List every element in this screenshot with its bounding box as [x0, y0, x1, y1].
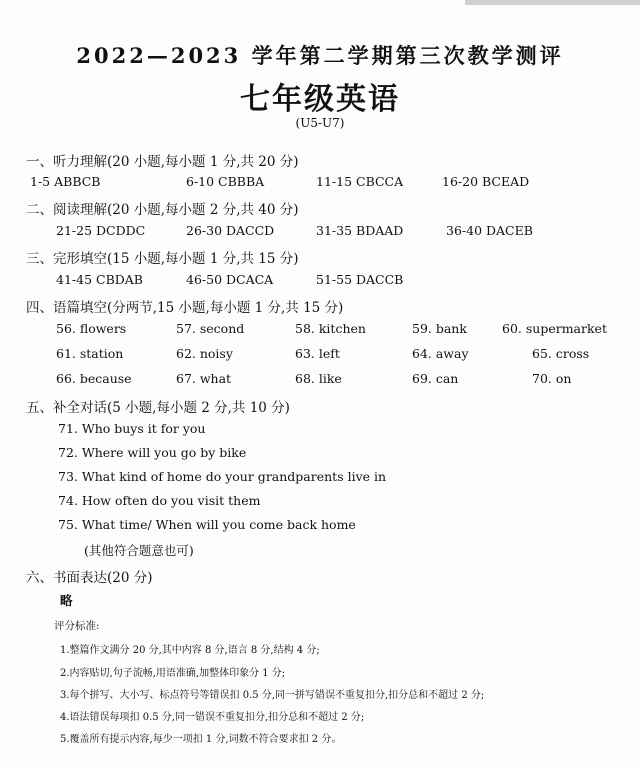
answer-group: 21-25 DCDDC: [56, 223, 146, 238]
answer-group: 6-10 CBBBA: [186, 174, 265, 189]
units-label: (U5-U7): [295, 116, 345, 130]
answer-group: 41-45 CBDAB: [56, 272, 143, 287]
criteria-title: 评分标准:: [54, 620, 100, 632]
section-heading-writing: 六、书面表达(20 分): [26, 570, 153, 586]
section-heading-dialogue: 五、补全对话(5 小题,每小题 2 分,共 10 分): [26, 400, 290, 416]
answer-group: 16-20 BCEAD: [442, 174, 530, 189]
answer-item: 67. what: [176, 371, 232, 386]
answer-group: 51-55 DACCB: [316, 272, 404, 287]
answer-group: 11-15 CBCCA: [316, 174, 404, 189]
answer-item: 69. can: [412, 371, 459, 386]
dialogue-answer: 72. Where will you go by bike: [58, 445, 247, 460]
answer-item: 59. bank: [412, 321, 467, 336]
exam-title: 2022—2023 学年第二学期第三次教学测评: [76, 43, 564, 68]
section-heading-cloze: 三、完形填空(15 小题,每小题 1 分,共 15 分): [26, 251, 299, 267]
answer-item: 65. cross: [532, 346, 590, 361]
section-heading-reading: 二、阅读理解(20 小题,每小题 2 分,共 40 分): [26, 202, 299, 218]
answer-item: 62. noisy: [176, 346, 233, 361]
criteria-item: 3.每个拼写、大小写、标点符号等错误扣 0.5 分,同一拼写错误不重复扣分,扣分总和不超过 2 分;: [60, 690, 485, 701]
answer-item: 70. on: [532, 371, 572, 386]
writing-answer: 略: [60, 593, 73, 608]
answer-item: 63. left: [295, 346, 340, 361]
answer-item: 56. flowers: [56, 321, 127, 336]
answer-item: 68. like: [295, 371, 342, 386]
answer-item: 60. supermarket: [502, 321, 607, 336]
section-heading-passage-fill: 四、语篇填空(分两节,15 小题,每小题 1 分,共 15 分): [26, 300, 344, 316]
dialogue-answer: 74. How often do you visit them: [58, 493, 261, 508]
dialogue-note: (其他符合题意也可): [84, 543, 194, 558]
subject-title: 七年级英语: [240, 82, 400, 117]
answer-group: 1-5 ABBCB: [30, 174, 101, 189]
criteria-item: 4.语法错误每项扣 0.5 分,同一错误不重复扣分,扣分总和不超过 2 分;: [60, 712, 365, 723]
criteria-item: 5.覆盖所有提示内容,每少一项扣 1 分,词数不符合要求扣 2 分。: [60, 734, 342, 745]
answer-item: 57. second: [176, 321, 245, 336]
answer-group: 46-50 DCACA: [186, 272, 274, 287]
answer-item: 58. kitchen: [295, 321, 366, 336]
dialogue-answer: 73. What kind of home do your grandparents live in: [58, 469, 387, 484]
answer-item: 61. station: [56, 346, 124, 361]
dialogue-answer: 75. What time/ When will you come back home: [58, 517, 356, 532]
criteria-item: 1.整篇作文满分 20 分,其中内容 8 分,语言 8 分,结构 4 分;: [60, 645, 320, 656]
answer-group: 36-40 DACEB: [446, 223, 533, 238]
answer-item: 64. away: [412, 346, 469, 361]
answer-group: 26-30 DACCD: [186, 223, 275, 238]
answer-item: 66. because: [56, 371, 132, 386]
criteria-item: 2.内容贴切,句子流畅,用语准确,加整体印象分 1 分;: [60, 668, 286, 679]
answer-group: 31-35 BDAAD: [316, 223, 404, 238]
section-heading-listening: 一、听力理解(20 小题,每小题 1 分,共 20 分): [26, 154, 299, 170]
dialogue-answer: 71. Who buys it for you: [58, 421, 206, 436]
